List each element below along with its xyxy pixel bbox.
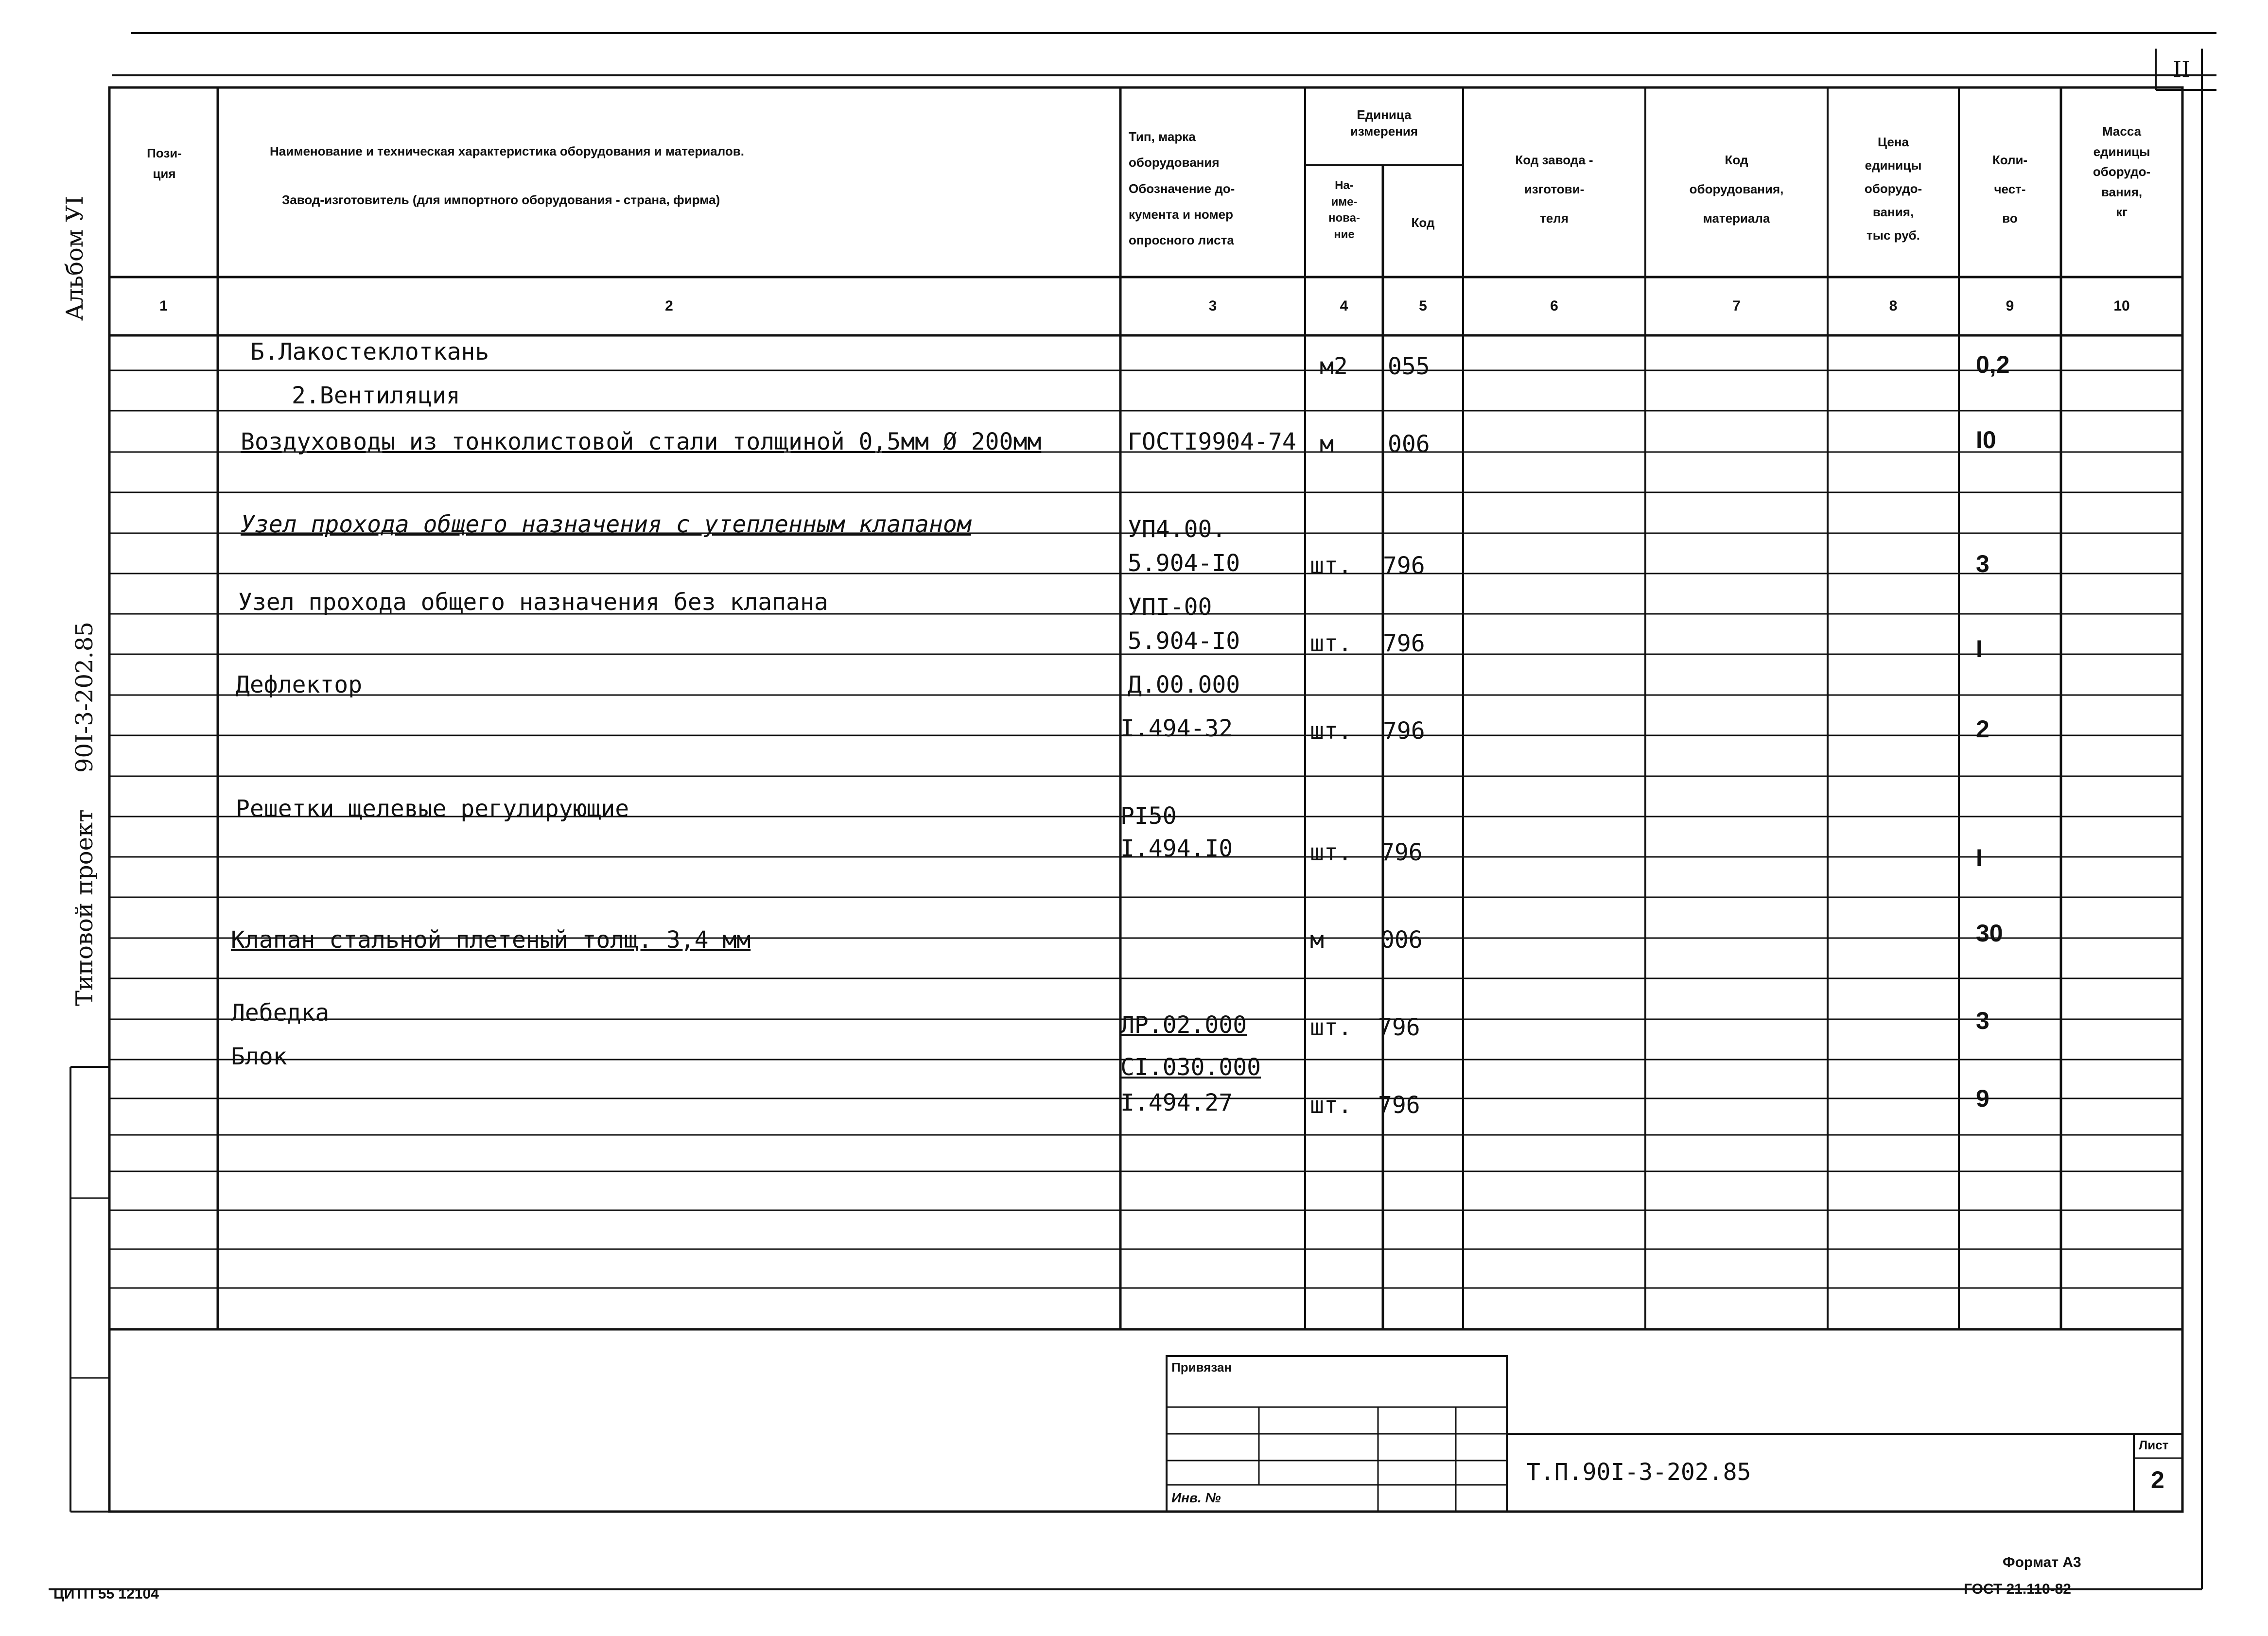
- row-doc: 5.904-I0: [1128, 627, 1240, 655]
- row-unit: шт.: [1310, 717, 1352, 745]
- col-number: 10: [2113, 298, 2130, 314]
- header-position: Пози- ция: [147, 146, 182, 181]
- album-label: Альбом УI: [61, 195, 88, 321]
- header-unit-code: Код: [1411, 215, 1435, 230]
- col-number: 2: [665, 298, 673, 314]
- row-code: 006: [1380, 926, 1423, 954]
- row-unit: м: [1310, 926, 1324, 954]
- row-name: 2.Вентиляция: [292, 382, 460, 409]
- row-quantity: 9: [1976, 1085, 1989, 1112]
- row-name: Лебедка: [231, 999, 330, 1027]
- col-number: 3: [1208, 298, 1217, 314]
- header-unit-mass: Масса единицы оборудо- вания, кг: [2093, 124, 2151, 220]
- organization-code: ЦИТП 55 12104: [53, 1586, 159, 1602]
- col-number: 6: [1550, 298, 1558, 314]
- project-number: 90I-3-202.85: [71, 622, 98, 773]
- header-name-line2: Завод-изготовитель (для импортного оборудования - страна, фирма): [282, 192, 720, 207]
- row-name: Решетки щелевые регулирующие: [236, 795, 629, 822]
- row-name: Блок: [231, 1043, 287, 1070]
- header-quantity: Коли- чест- во: [1992, 153, 2028, 226]
- row-unit: м: [1320, 431, 1334, 458]
- row-quantity: 3: [1976, 550, 1989, 577]
- row-doc: УП4.00.: [1128, 516, 1226, 543]
- row-unit: шт.: [1310, 552, 1352, 579]
- row-doc: Д.00.000: [1128, 671, 1240, 698]
- row-name: Клапан стальной плетеный толщ. 3,4 мм: [231, 926, 751, 954]
- row-name: Б.Лакостеклоткань: [250, 338, 489, 365]
- col-number: 9: [2006, 298, 2014, 314]
- project-type-label: Типовой проект: [71, 809, 98, 1006]
- row-unit: шт.: [1310, 1092, 1352, 1119]
- stamp-inventory-label: Инв. №: [1171, 1490, 1221, 1505]
- row-unit: шт.: [1310, 1014, 1352, 1041]
- row-name: Узел прохода общего назначения с утепленным клапаном: [241, 511, 971, 538]
- row-unit: м2: [1320, 353, 1348, 380]
- sheet-number: 2: [2151, 1466, 2164, 1494]
- col-number: 7: [1732, 298, 1741, 314]
- gost-label: ГОСТ 21.110-82: [1964, 1581, 2071, 1597]
- row-name: Узел прохода общего назначения без клапана: [238, 589, 828, 616]
- row-code: 796: [1378, 1014, 1420, 1041]
- row-doc: I.494-32: [1120, 715, 1233, 742]
- row-quantity: I0: [1976, 426, 1996, 453]
- col-number: 5: [1419, 298, 1427, 314]
- row-unit: шт.: [1310, 630, 1352, 657]
- row-quantity: I: [1976, 635, 1983, 662]
- header-unit-group: Единица измерения: [1350, 107, 1418, 139]
- row-doc: ГОСТI9904-74: [1128, 428, 1296, 455]
- col-number: 1: [159, 298, 168, 314]
- row-code: 006: [1388, 431, 1430, 458]
- header-unit-name: На- име- нова- ние: [1328, 179, 1360, 241]
- row-unit: шт.: [1310, 839, 1352, 866]
- row-name: Воздуховоды из тонколистовой стали толщиной 0,5мм Ø 200мм: [241, 428, 1042, 455]
- row-code: 796: [1378, 1092, 1420, 1119]
- row-doc: УПI-00: [1128, 593, 1212, 621]
- row-name: Дефлектор: [236, 671, 363, 698]
- row-code: 796: [1380, 839, 1423, 866]
- row-quantity: 30: [1976, 920, 2003, 947]
- row-code: 796: [1383, 717, 1425, 745]
- header-name-line1: Наименование и техническая характеристика оборудования и материалов.: [270, 144, 745, 158]
- stamp-bound-label: Привязан: [1171, 1360, 1232, 1375]
- format-label: Формат А3: [2003, 1554, 2081, 1570]
- row-doc: PI50: [1120, 802, 1177, 830]
- row-quantity: 2: [1976, 715, 1989, 743]
- header-unit-price: Цена единицы оборудо- вания, тыс руб.: [1864, 135, 1922, 243]
- document-code: Т.П.90I-3-202.85: [1526, 1459, 1751, 1486]
- sheet-label: Лист: [2139, 1438, 2169, 1452]
- row-quantity: 0,2: [1976, 351, 2010, 378]
- row-doc: ЛР.02.000: [1120, 1011, 1247, 1039]
- header-equipment-code: Код оборудования, материала: [1689, 153, 1784, 226]
- sheet-corner-number: II: [2173, 56, 2191, 83]
- row-doc: I.494.27: [1120, 1089, 1233, 1116]
- row-quantity: I: [1976, 844, 1983, 871]
- row-doc: 5.904-I0: [1128, 550, 1240, 577]
- row-doc: СI.030.000: [1120, 1054, 1261, 1081]
- row-code: 055: [1388, 353, 1430, 380]
- row-quantity: 3: [1976, 1007, 1989, 1034]
- col-number: 8: [1889, 298, 1898, 314]
- col-number: 4: [1340, 298, 1348, 314]
- header-plant-code: Код завода - изготови- теля: [1515, 153, 1593, 226]
- header-type-doc: Тип, марка оборудования Обозначение до- кумента и номер опросного листа: [1129, 129, 1235, 248]
- row-doc: I.494.I0: [1120, 835, 1233, 862]
- row-code: 796: [1383, 630, 1425, 657]
- row-code: 796: [1383, 552, 1425, 579]
